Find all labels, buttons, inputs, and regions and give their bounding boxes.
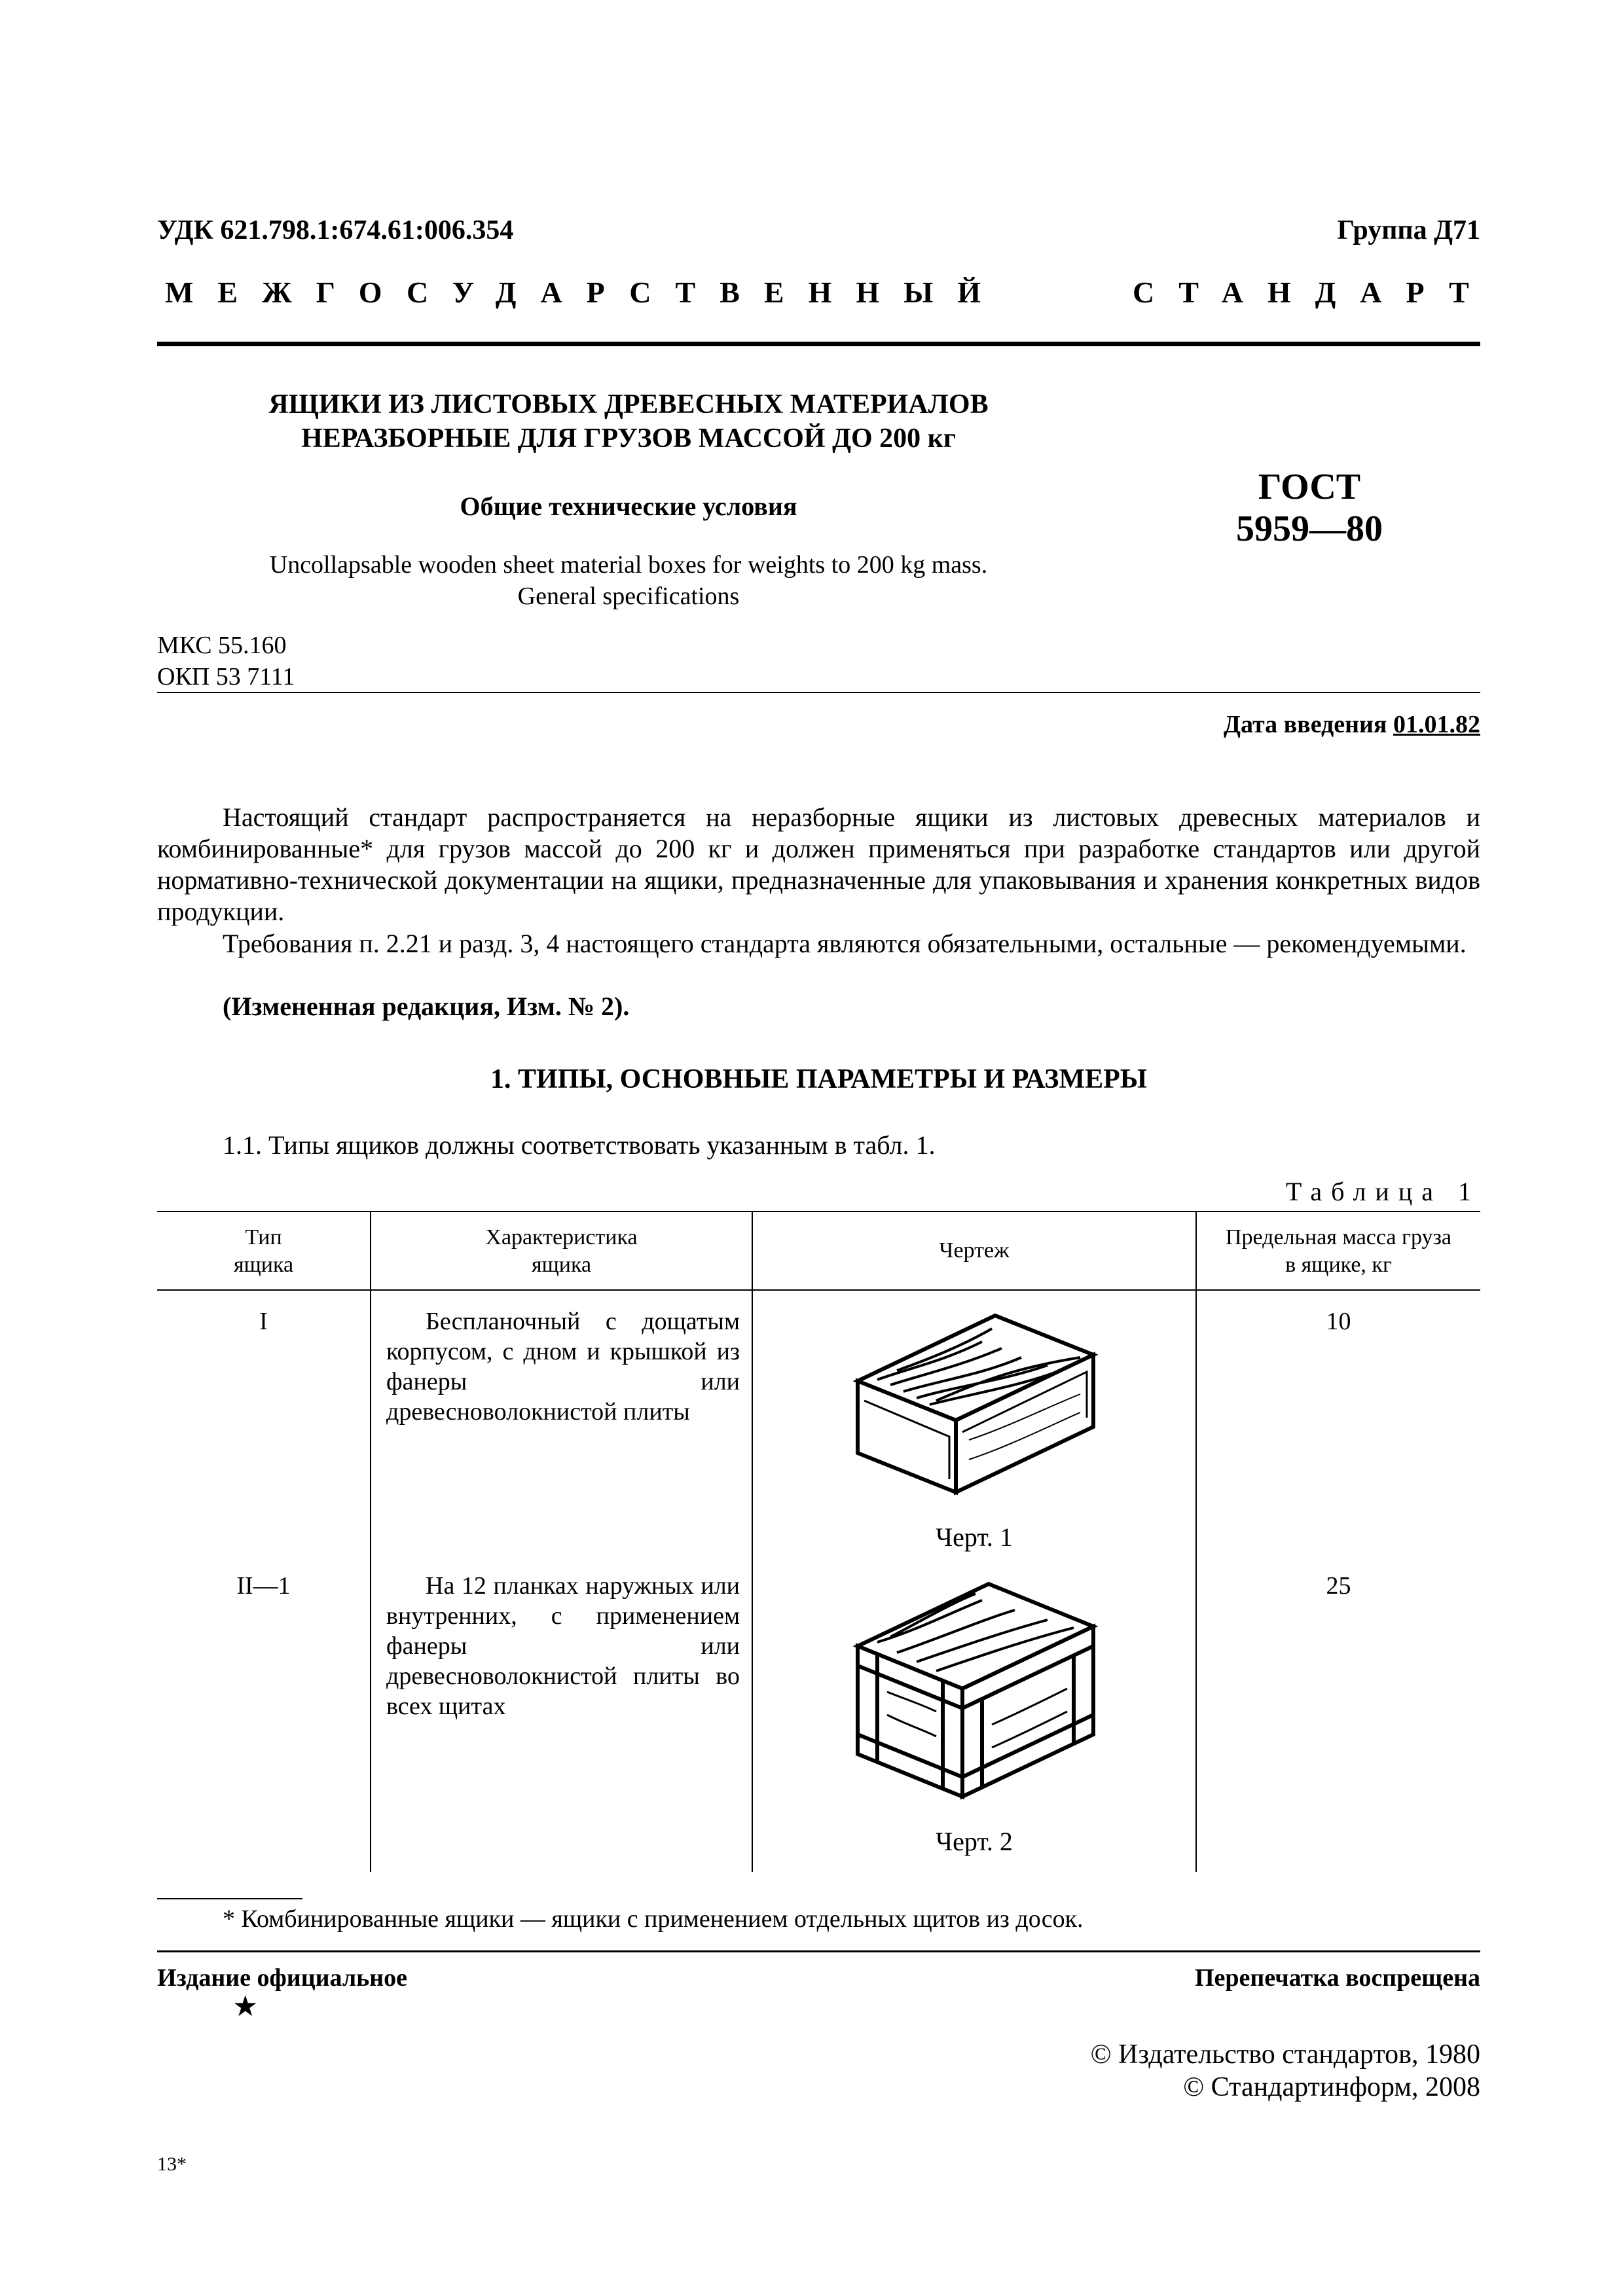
introduction-date-value: 01.01.82: [1393, 711, 1480, 738]
header-rule: [157, 342, 1480, 346]
group-code: Группа Д71: [1337, 215, 1480, 245]
title-line-1: ЯЩИКИ ИЗ ЛИСТОВЫХ ДРЕВЕСНЫХ МАТЕРИАЛОВ: [268, 389, 989, 420]
box-type-ii-1-drawing: [851, 1574, 1100, 1810]
english-title-line-1: Uncollapsable wooden sheet material boxes for weights to 200 kg mass.: [269, 551, 988, 579]
header-mass: [1197, 1224, 1480, 1279]
title-rule: [157, 692, 1480, 693]
page-number: 13*: [157, 2153, 187, 2175]
subtitle: Общие технические условия: [460, 492, 797, 521]
table-divider-1: [370, 1211, 371, 1872]
box-type-i-drawing: [851, 1302, 1100, 1499]
row2-mass: 25: [1326, 1572, 1351, 1600]
table-top-rule: [157, 1211, 1480, 1212]
row1-type: I: [259, 1308, 268, 1335]
title-line-2: НЕРАЗБОРНЫЕ ДЛЯ ГРУЗОВ МАССОЙ ДО 200 кг: [301, 423, 956, 454]
row2-description: На 12 планках наружных или внутренних, с применением фанеры или древесноволокнистой плиты во всех щитах: [386, 1572, 740, 1720]
paragraph-requirements: Требования п. 2.21 и разд. 3, 4 настоящего стандарта являются обязательными, остальные — рекомендуемыми.: [223, 929, 1467, 958]
okp-code: ОКП 53 7111: [157, 663, 295, 691]
clause-1-1: 1.1. Типы ящиков должны соответствовать указанным в табл. 1.: [223, 1130, 936, 1160]
gost-number: 5959—80: [1236, 509, 1383, 549]
header-type: [157, 1224, 370, 1279]
star-icon: ★: [232, 1990, 259, 2022]
english-title-line-2: General specifications: [517, 583, 740, 610]
standard-label: СТАНДАРТ: [1133, 276, 1493, 309]
header-mass-line-2: в ящике, кг: [1285, 1253, 1392, 1277]
copyright-1980: © Издательство стандартов, 1980: [1090, 2039, 1480, 2070]
copyright-2008: © Стандартинформ, 2008: [1183, 2072, 1480, 2102]
header-mass-line-1: Предельная масса груза: [1225, 1225, 1452, 1249]
header-drawing: Чертеж: [939, 1238, 1010, 1263]
section-title: 1. ТИПЫ, ОСНОВНЫЕ ПАРАМЕТРЫ И РАЗМЕРЫ: [490, 1064, 1148, 1094]
footnote-rule: [157, 1898, 302, 1899]
header-char-line-1: Характеристика: [485, 1225, 638, 1249]
footnote: * Комбинированные ящики — ящики с применением отдельных щитов из досок.: [223, 1905, 1084, 1933]
mks-code: МКС 55.160: [157, 632, 287, 659]
classification-codes: [157, 630, 295, 692]
interstate-label: МЕЖГОСУДАРСТВЕННЫЙ: [165, 276, 1006, 309]
amendment-note: (Измененная редакция, Изм. № 2).: [223, 992, 630, 1021]
reprint-notice: Перепечатка воспрещена: [1194, 1964, 1480, 1992]
gost-label: ГОСТ: [1258, 467, 1361, 507]
table-caption: Таблица 1: [1285, 1177, 1480, 1206]
footer-rule: [157, 1950, 1480, 1952]
row1-figure-caption: Черт. 1: [936, 1522, 1013, 1552]
row1-mass: 10: [1326, 1308, 1351, 1335]
introduction-label: Дата введения: [1223, 711, 1387, 738]
header-type-line-1: Тип: [245, 1225, 282, 1249]
row1-description: Беспланочный с дощатым корпусом, с дном и крышкой из фанеры или древесноволокнистой плиты: [386, 1308, 740, 1426]
introduction-date: [1224, 710, 1480, 739]
header-char-line-2: ящика: [531, 1253, 592, 1277]
row2-type: II—1: [236, 1572, 291, 1600]
header-characteristic: [371, 1224, 752, 1279]
header-type-line-2: ящика: [233, 1253, 294, 1277]
edition-label: Издание официальное: [157, 1964, 408, 1992]
paragraph-scope: Настоящий стандарт распространяется на неразборные ящики из листовых древесных материалов и комбинированные* для грузов массой до 200 кг и должен применяться при разработке стандартов или другой нормативно-технической документации на ящики, предназначенные для упаковывания и хранения конкретных видов продукции.: [157, 802, 1480, 926]
table-header-rule: [157, 1289, 1480, 1291]
udc-code: УДК 621.798.1:674.61:006.354: [157, 215, 514, 245]
row2-figure-caption: Черт. 2: [936, 1827, 1013, 1856]
